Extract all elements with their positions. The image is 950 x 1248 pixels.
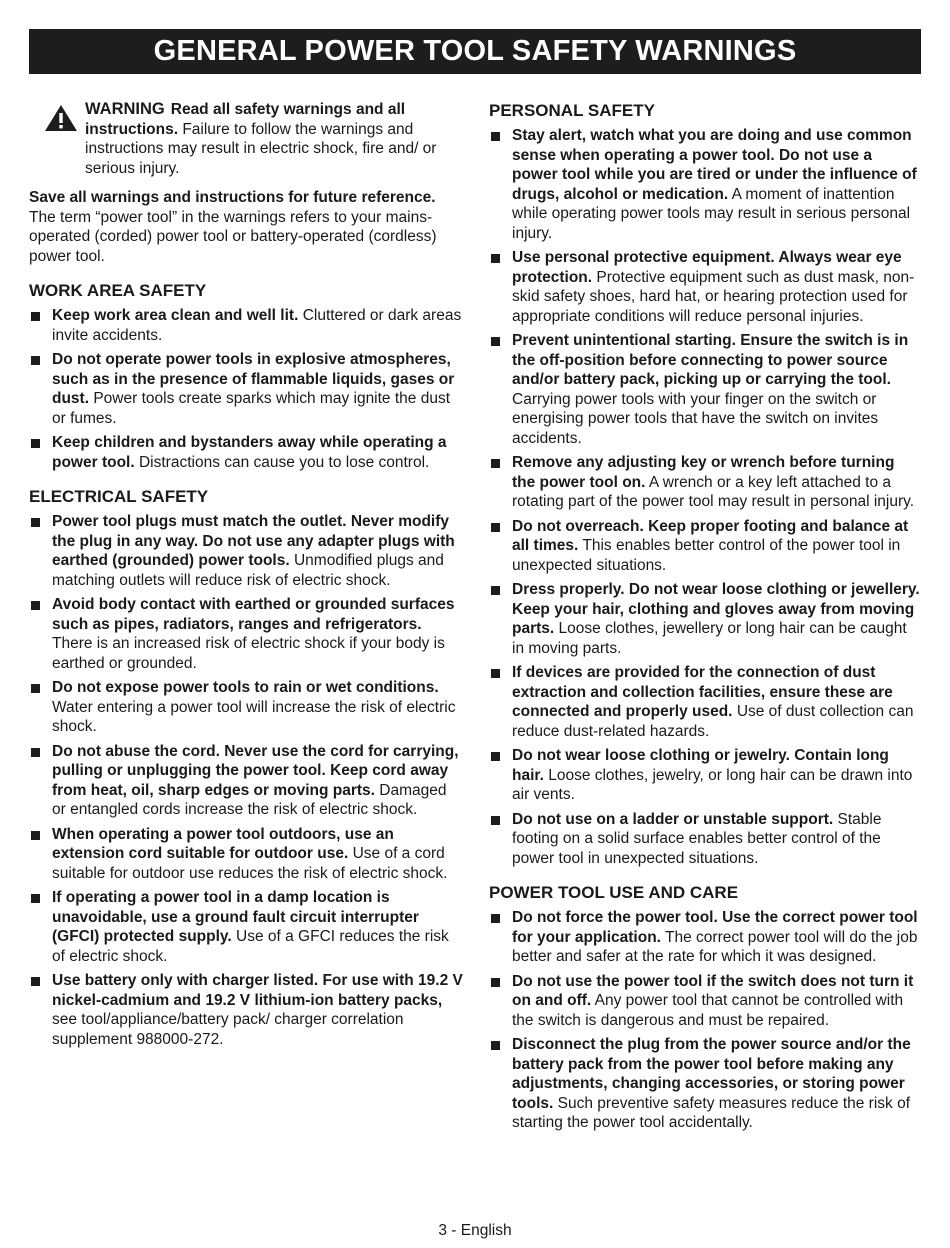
item-bold-text: If devices are provided for the connection of dust extraction and collection facilities, ensure these are connected and properly used.	[512, 664, 893, 720]
item-text: Distractions can cause you to lose control.	[138, 453, 430, 471]
item-bold-text: Stay alert, watch what you are doing and use common sense when operating a power tool. Do not use a power tool while you are tired or under the influence of drugs, alcohol or medication.	[512, 127, 917, 203]
item-text: Carrying power tools with your finger on the switch or energising power tools that have the switch on invites accidents.	[512, 390, 879, 447]
item-bold-text: Keep children and bystanders away while operating a power tool.	[52, 434, 447, 471]
item-bold-text: Dress properly. Do not wear loose clothing or jewellery. Keep your hair, clothing and gloves away from moving parts.	[512, 581, 920, 637]
list-item	[489, 126, 921, 243]
square-bullet-icon	[491, 523, 500, 532]
warning-keyword: WARNING	[85, 100, 165, 118]
square-bullet-icon	[491, 1041, 500, 1050]
left-column	[29, 98, 463, 1054]
intro-paragraph	[29, 188, 463, 266]
item-text: Stable footing on a solid surface enables better control of the power tool in unexpected situations.	[512, 810, 882, 867]
item-text: Loose clothes, jewellery or long hair can be caught in moving parts.	[512, 620, 907, 657]
square-bullet-icon	[491, 254, 500, 263]
item-text: Use of a GFCI reduces the risk of electric shock.	[52, 928, 449, 965]
item-text: Protective equipment such as dust mask, non-skid safety shoes, hard hat, or hearing protection used for appropriate conditions will reduce personal injuries.	[512, 268, 915, 325]
square-bullet-icon	[31, 831, 40, 840]
item-text: Cluttered or dark areas invite accidents.	[52, 307, 462, 344]
list-item	[489, 331, 921, 448]
item-bold-text: Do not force the power tool. Use the correct power tool for your application.	[512, 909, 918, 946]
square-bullet-icon	[491, 669, 500, 678]
item-text: Any power tool that cannot be controlled with the switch is dangerous and must be repaired.	[512, 992, 904, 1029]
right-sections	[489, 100, 921, 1133]
item-bold-text: Disconnect the plug from the power source and/or the battery pack from the power tool before making any adjustments, changing accessories, or storing power tools.	[512, 1036, 911, 1112]
right-column	[489, 98, 921, 1138]
item-text: A wrench or a key left attached to a rotating part of the power tool may result in personal injury.	[512, 473, 915, 510]
warning-triangle-icon	[44, 104, 78, 132]
item-bold-text: Avoid body contact with earthed or grounded surfaces such as pipes, radiators, ranges and refrigerators.	[52, 596, 455, 633]
list-item	[489, 517, 921, 576]
item-text: Such preventive safety measures reduce the risk of starting the power tool accidentally.	[512, 1094, 911, 1131]
list-item	[489, 1035, 921, 1133]
list-item	[489, 248, 921, 326]
item-text: Power tools create sparks which may ignite the dust or fumes.	[52, 390, 451, 427]
list-item	[29, 742, 463, 820]
list-item	[29, 595, 463, 673]
item-bold-text: Prevent unintentional starting. Ensure the switch is in the off-position before connecting to power source and/or battery pack, picking up or carrying the tool.	[512, 332, 909, 388]
section-list	[489, 908, 921, 1133]
list-item	[29, 350, 463, 428]
list-item	[489, 663, 921, 741]
list-item	[29, 888, 463, 966]
square-bullet-icon	[31, 977, 40, 986]
list-item	[29, 512, 463, 590]
square-bullet-icon	[31, 356, 40, 365]
section-heading: PERSONAL SAFETY	[489, 101, 655, 120]
item-text: Water entering a power tool will increase the risk of electric shock.	[52, 698, 456, 735]
square-bullet-icon	[491, 586, 500, 595]
square-bullet-icon	[491, 459, 500, 468]
item-bold-text: Do not operate power tools in explosive atmospheres, such as in the presence of flammable liquids, gases or dust.	[52, 351, 455, 407]
item-bold-text: Keep work area clean and well lit.	[52, 307, 299, 324]
square-bullet-icon	[31, 601, 40, 610]
item-bold-text: Power tool plugs must match the outlet. Never modify the plug in any way. Do not use any adapter plugs with earthed (grounded) power tools.	[52, 513, 455, 569]
section-list	[29, 512, 463, 1049]
item-text: Use of dust collection can reduce dust-related hazards.	[512, 703, 914, 740]
section-heading: POWER TOOL USE AND CARE	[489, 883, 739, 902]
item-text: Use of a cord suitable for outdoor use reduces the risk of electric shock.	[52, 845, 448, 882]
list-item	[489, 746, 921, 805]
item-text: A moment of inattention while operating power tools may result in serious personal injury.	[512, 185, 911, 242]
square-bullet-icon	[491, 337, 500, 346]
item-bold-text: Do not abuse the cord. Never use the cord for carrying, pulling or unplugging the power tool. Keep cord away from heat, oil, sharp edges or moving parts.	[52, 742, 459, 799]
item-bold-text: Use personal protective equipment. Always wear eye protection.	[512, 249, 902, 286]
item-bold-text: Do not use on a ladder or unstable support.	[512, 810, 834, 828]
list-item	[29, 825, 463, 884]
square-bullet-icon	[31, 894, 40, 903]
item-bold-text: If operating a power tool in a damp location is unavoidable, use a ground fault circuit interrupter (GFCI) protected supply.	[52, 889, 419, 945]
list-item	[489, 908, 921, 967]
warning-block	[29, 100, 463, 178]
item-bold-text: Do not wear loose clothing or jewelry. Contain long hair.	[512, 747, 889, 784]
list-item	[29, 433, 463, 472]
list-item	[489, 810, 921, 869]
item-text: The correct power tool will do the job better and safer at the rate for which it was designed.	[512, 928, 918, 965]
square-bullet-icon	[31, 684, 40, 693]
item-bold-text: Do not overreach. Keep proper footing and balance at all times.	[512, 517, 909, 554]
section-heading: WORK AREA SAFETY	[29, 281, 207, 300]
item-bold-text: Use battery only with charger listed. For use with 19.2 V nickel-cadmium and 19.2 V lithium-ion battery packs,	[52, 972, 463, 1009]
item-bold-text: Remove any adjusting key or wrench before turning the power tool on.	[512, 454, 895, 491]
square-bullet-icon	[491, 914, 500, 923]
list-item	[489, 453, 921, 512]
item-text: see tool/appliance/battery pack/ charger correlation supplement 988000-272.	[52, 1011, 404, 1048]
square-bullet-icon	[491, 978, 500, 987]
list-item	[29, 678, 463, 737]
section-list	[489, 126, 921, 868]
item-text: Loose clothes, jewelry, or long hair can be drawn into air vents.	[512, 766, 913, 803]
list-item	[489, 972, 921, 1031]
page-footer: 3 - English	[438, 1222, 512, 1239]
warning-text: Failure to follow the warnings and instructions may result in electric shock, fire and/ or serious injury.	[85, 120, 437, 177]
intro-text: The term “power tool” in the warnings refers to your mains-operated (corded) power tool or battery-operated (cordless) power tool.	[29, 208, 437, 265]
square-bullet-icon	[491, 132, 500, 141]
list-item	[29, 306, 463, 345]
item-text: Unmodified plugs and matching outlets will reduce risk of electric shock.	[52, 552, 444, 589]
square-bullet-icon	[491, 816, 500, 825]
square-bullet-icon	[31, 312, 40, 321]
square-bullet-icon	[31, 518, 40, 527]
list-item	[29, 971, 463, 1049]
warning-bold-text: Read all safety warnings and all instructions.	[85, 101, 406, 138]
section-heading: ELECTRICAL SAFETY	[29, 487, 209, 506]
section-list	[29, 306, 463, 472]
intro-bold-text: Save all warnings and instructions for future reference.	[29, 189, 436, 206]
item-text: This enables better control of the power tool in unexpected situations.	[512, 537, 901, 574]
item-bold-text: Do not expose power tools to rain or wet conditions.	[52, 679, 439, 696]
item-text: There is an increased risk of electric shock if your body is earthed or grounded.	[52, 635, 445, 672]
square-bullet-icon	[31, 748, 40, 757]
item-bold-text: When operating a power tool outdoors, use an extension cord suitable for outdoor use.	[52, 825, 394, 862]
item-text: Damaged or entangled cords increase the risk of electric shock.	[52, 781, 447, 818]
square-bullet-icon	[491, 752, 500, 761]
list-item	[489, 580, 921, 658]
page-title: GENERAL POWER TOOL SAFETY WARNINGS	[29, 29, 921, 74]
square-bullet-icon	[31, 439, 40, 448]
left-sections	[29, 280, 463, 1049]
item-bold-text: Do not use the power tool if the switch does not turn it on and off.	[512, 972, 914, 1009]
